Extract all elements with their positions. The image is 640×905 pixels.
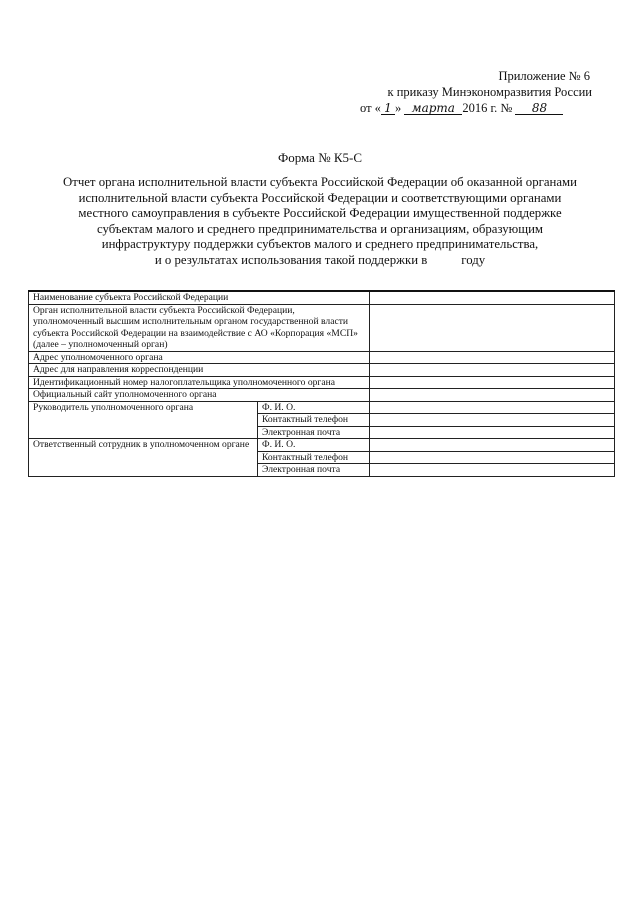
date-year-number: 2016 г. №	[462, 101, 513, 115]
correspondence-address-value[interactable]	[370, 364, 615, 377]
form-title: Форма № К5-С	[277, 150, 363, 165]
head-phone-value[interactable]	[370, 414, 615, 427]
date-close-quote: »	[394, 101, 402, 115]
responsible-phone-value[interactable]	[370, 451, 615, 464]
appendix-header	[360, 68, 592, 116]
website-label: Официальный сайт уполномоченного органа	[29, 389, 370, 402]
appendix-order-ref: к приказу Минэкономразвития России	[387, 85, 592, 99]
report-title-line: исполнительной власти субъекта Российской Федерации и соответствующими органами	[78, 190, 562, 205]
head-fio-label: Ф. И. О.	[258, 401, 370, 414]
handwritten-order-number: 88	[515, 102, 563, 115]
responsible-label: Ответственный сотрудник в уполномоченном органе	[29, 439, 258, 477]
responsible-phone-label: Контактный телефон	[258, 451, 370, 464]
handwritten-day: 1	[381, 102, 395, 115]
table-row	[29, 364, 615, 377]
table-row	[29, 439, 615, 452]
report-title-year-suffix: году	[461, 252, 486, 267]
report-title-line: субъектам малого и среднего предпринимательства и организациям, образующим	[96, 221, 544, 236]
responsible-fio-label: Ф. И. О.	[258, 439, 370, 452]
responsible-fio-value[interactable]	[370, 439, 615, 452]
report-title-line: местного самоуправления в субъекте Российской Федерации имущественной поддержке	[78, 206, 562, 221]
date-prefix: от «	[360, 101, 381, 115]
correspondence-address-label: Адрес для направления корреспонденции	[29, 364, 370, 377]
appendix-date-line	[360, 100, 592, 116]
head-fio-value[interactable]	[370, 401, 615, 414]
responsible-email-label: Электронная почта	[258, 464, 370, 477]
authorized-body-label: Орган исполнительной власти субъекта Российской Федерации, уполномоченный высшим исполнительным органом государственной власти субъекта Российской Федерации на взаимодействие с АО «Корпорация «МСП» (далее – уполномоченный орган)	[29, 304, 370, 351]
head-label: Руководитель уполномоченного органа	[29, 401, 258, 439]
table-row	[29, 351, 615, 364]
appendix-number: Приложение № 6	[498, 69, 590, 83]
address-value[interactable]	[370, 351, 615, 364]
report-title	[40, 175, 600, 269]
inn-label: Идентификационный номер налогоплательщика уполномоченного органа	[29, 376, 370, 389]
head-phone-label: Контактный телефон	[258, 414, 370, 427]
report-title-year-prefix: и о результатах использования такой поддержки в	[154, 252, 428, 267]
inn-value[interactable]	[370, 376, 615, 389]
responsible-email-value[interactable]	[370, 464, 615, 477]
report-title-line: Отчет органа исполнительной власти субъекта Российской Федерации об оказанной органами	[62, 175, 578, 189]
table-row	[29, 291, 615, 304]
report-form-table	[28, 290, 615, 477]
website-value[interactable]	[370, 389, 615, 402]
report-title-line: инфраструктуру поддержки субъектов малого и среднего предпринимательства,	[101, 237, 539, 252]
table-row	[29, 389, 615, 402]
table-row	[29, 376, 615, 389]
table-row	[29, 304, 615, 351]
head-email-value[interactable]	[370, 426, 615, 439]
head-email-label: Электронная почта	[258, 426, 370, 439]
table-row	[29, 401, 615, 414]
report-title-line	[40, 253, 600, 269]
subject-name-value[interactable]	[370, 291, 615, 304]
authorized-body-value[interactable]	[370, 304, 615, 351]
subject-name-label: Наименование субъекта Российской Федерации	[29, 291, 370, 304]
handwritten-month: марта	[404, 102, 462, 115]
address-label: Адрес уполномоченного органа	[29, 351, 370, 364]
